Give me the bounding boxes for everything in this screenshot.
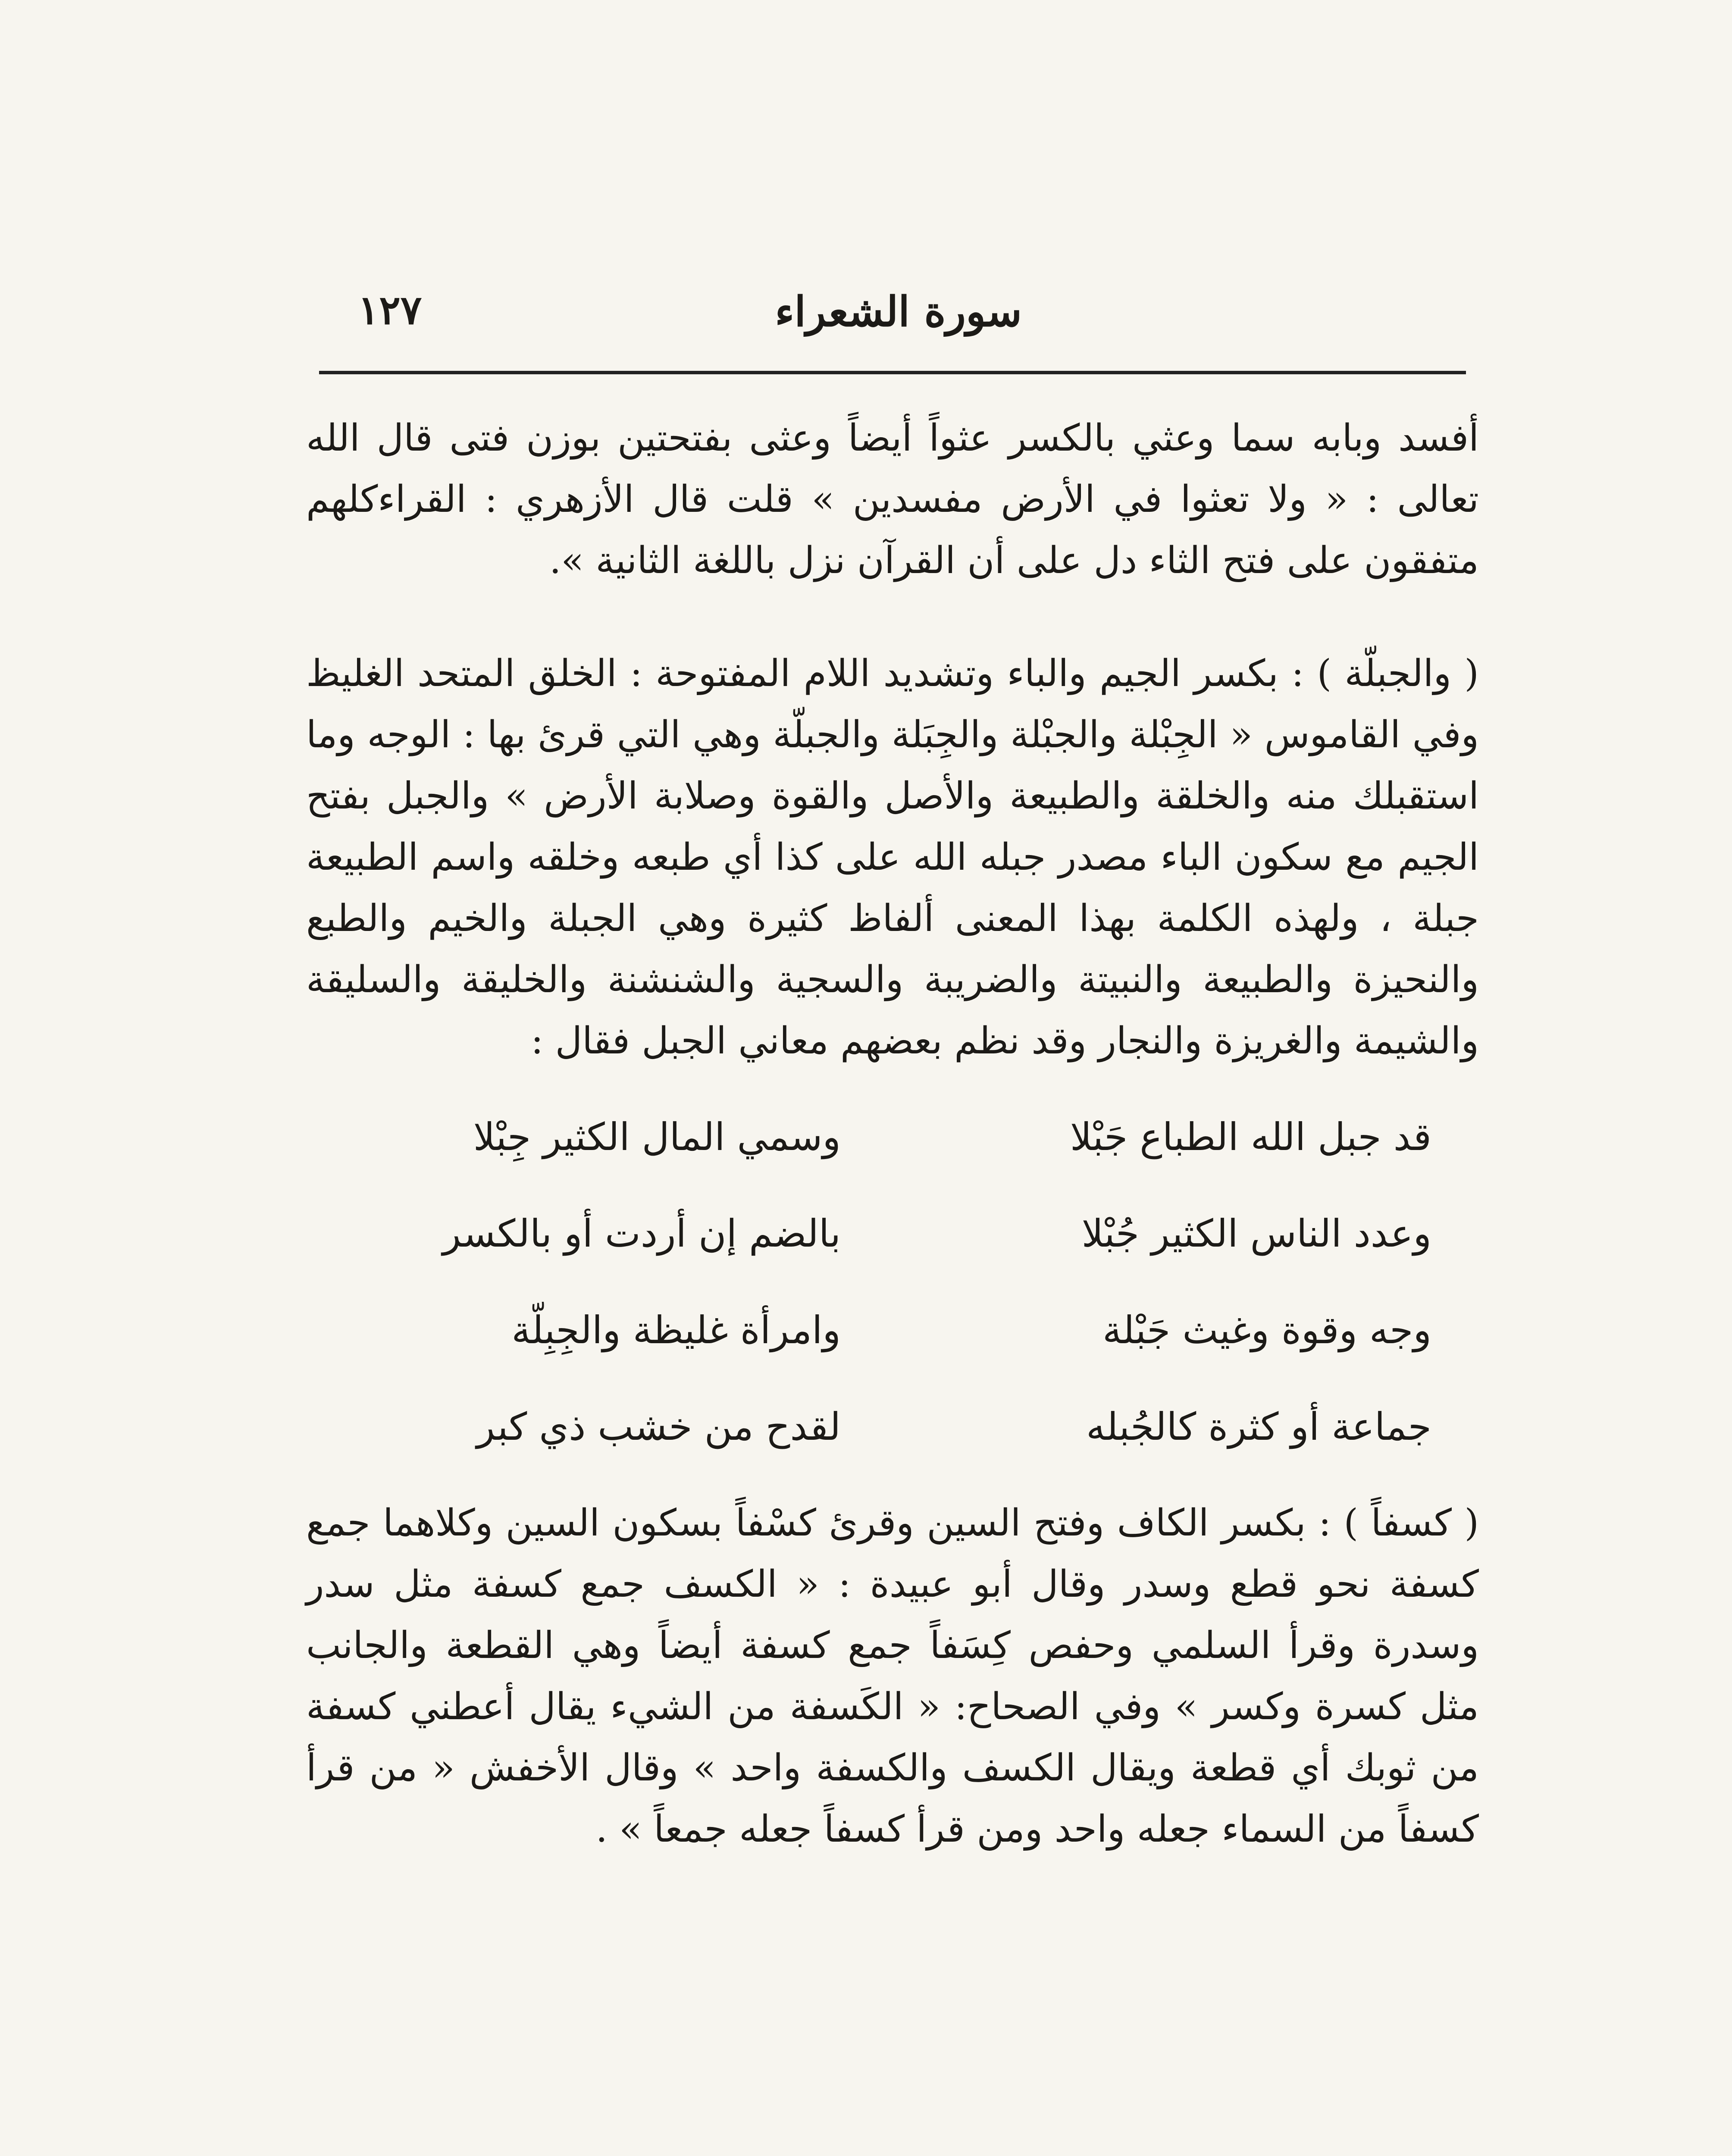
paragraph-1: أفسد وبابه سما وعثي بالكسر عثواً أيضاً وعثى بفتحتين بوزن فتى قال الله تعالى : « ولا تعثوا في الأرض مفسدين » قلت قال الأزهري : القراءكلهم متفقون على فتح الثاء دل على أن القرآن نزل باللغة الثانية ». [306, 417, 1479, 582]
page-number: ١٢٧ [358, 287, 422, 333]
poem-line-1 [349, 1089, 1431, 1185]
poem-line-3 [349, 1282, 1431, 1379]
poem-line-1-left: وسمي المال الكثير جِبْلا [473, 1115, 841, 1159]
poem-line-4 [349, 1379, 1431, 1475]
header-divider [319, 371, 1466, 374]
poem-line-3-left: وامرأة غليظة والجِبِلّة [511, 1308, 841, 1352]
poem-line-2-left: بالضم إن أردت أو بالكسر [442, 1211, 841, 1256]
paragraph-gap [306, 591, 1479, 643]
poem-line-3-right: وجه وقوة وغيث جَبْلة [1102, 1308, 1431, 1352]
poem-line-2-right: وعدد الناس الكثير جُبْلا [1081, 1211, 1431, 1256]
poem [306, 1089, 1479, 1475]
poem-line-4-right: جماعة أو كثرة كالجُبله [1086, 1404, 1431, 1449]
poem-line-4-left: لقدح من خشب ذي كبر [476, 1404, 841, 1449]
paragraph-2: ( والجبلّة ) : بكسر الجيم والباء وتشديد اللام المفتوحة : الخلق المتحد الغليظ وفي القاموس « الجِبْلة والجبْلة والجِبَلة والجبلّة وهي التي قرئ بها : الوجه وما استقبلك منه والخلقة والطبيعة والأصل والقوة وصلابة الأرض » والجبل بفتح الجيم مع سكون الباء مصدر جبله الله على كذا أي طبعه وخلقه واسم الطبيعة جبلة ، ولهذه الكلمة بهذا المعنى ألفاظ كثيرة وهي الجبلة والخيم والطبع والنحيزة والطبيعة والنبيتة والضريبة والسجية والشنشنة والخليقة والسليقة والشيمة والغريزة والنجار وقد نظم بعضهم معاني الجبل فقال : [306, 652, 1479, 1062]
page-content [306, 407, 1479, 1860]
page-header [319, 282, 1466, 356]
paragraph-3: ( كسفاً ) : بكسر الكاف وفتح السين وقرئ كسْفاً بسكون السين وكلاهما جمع كسفة نحو قطع وسدر وقال أبو عبيدة : « الكسف جمع كسفة مثل سدر وسدرة وقرأ السلمي وحفص كِسَفاً جمع كسفة أيضاً وهي القطعة والجانب مثل كسرة وكسر » وفي الصحاح: « الكَسفة من الشيء يقال أعطني كسفة من ثوبك أي قطعة ويقال الكسف والكسفة واحد » وقال الأخفش « من قرأ كسفاً من السماء جعله واحد ومن قرأ كسفاً جعله جمعاً » . [306, 1501, 1479, 1851]
poem-line-1-right: قد جبل الله الطباع جَبْلا [1070, 1115, 1431, 1159]
page-title: سورة الشعراء [775, 287, 1022, 336]
poem-line-2 [349, 1185, 1431, 1282]
